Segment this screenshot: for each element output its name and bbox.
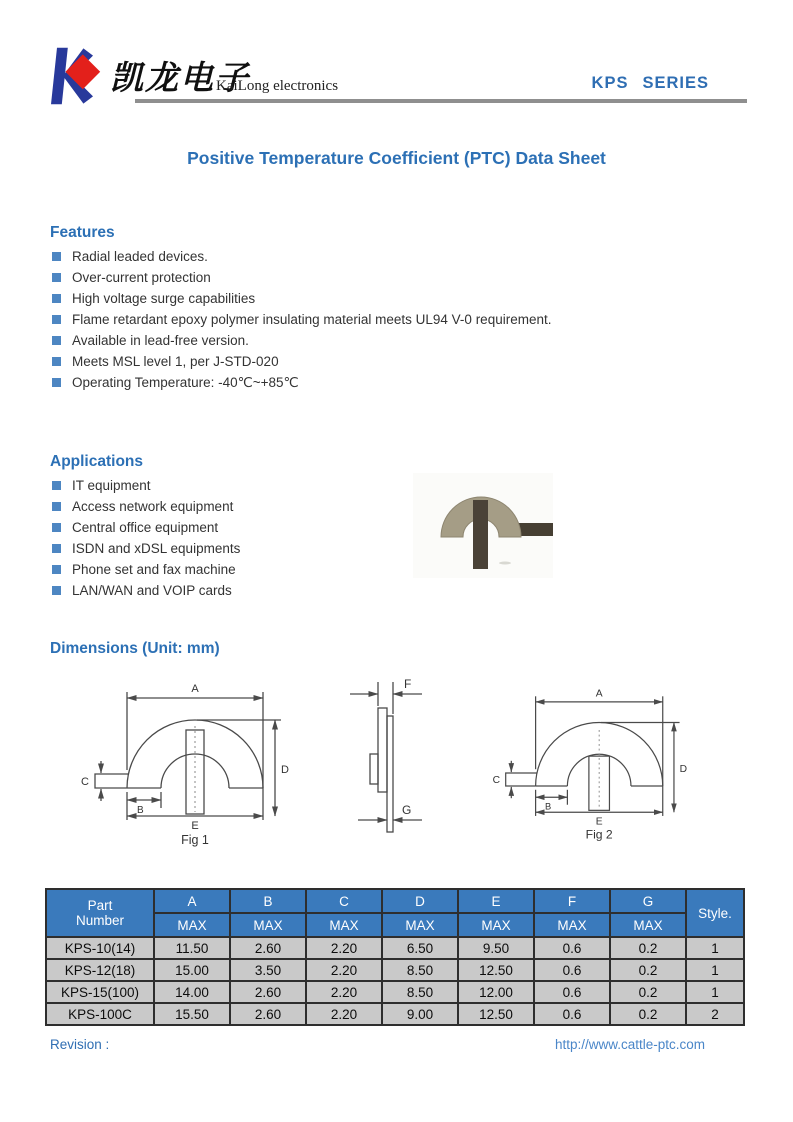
dim-value-cell: 6.50	[382, 937, 458, 959]
fig1-caption: Fig 1	[181, 833, 209, 847]
dim-value-cell: 15.50	[154, 1003, 230, 1025]
max-subheader: MAX	[154, 913, 230, 937]
side-view-drawing	[332, 668, 447, 848]
feature-item-label: Meets MSL level 1, per J-STD-020	[72, 354, 279, 369]
feature-item-label: Radial leaded devices.	[72, 249, 208, 264]
kailong-logo-icon	[44, 46, 106, 106]
dim-value-cell: 2.20	[306, 959, 382, 981]
col-header-part-number	[46, 889, 154, 937]
feature-item-label: Over-current protection	[72, 270, 211, 285]
dim-value-cell: 9.50	[458, 937, 534, 959]
dim-value-cell: 8.50	[382, 959, 458, 981]
dim-value-cell: 14.00	[154, 981, 230, 1003]
product-photo	[413, 473, 553, 578]
dim-label-g: G	[402, 803, 412, 817]
dim-value-cell: 0.2	[610, 981, 686, 1003]
applications-list	[52, 475, 240, 601]
dim-label-a: A	[191, 683, 199, 695]
bullet-square-icon	[52, 336, 61, 345]
feature-item	[52, 267, 551, 288]
table-row	[46, 981, 744, 1003]
fig1-drawing	[75, 668, 305, 848]
dim-value-cell: 2.60	[230, 981, 306, 1003]
dim-value-cell: 0.6	[534, 959, 610, 981]
page-title: Positive Temperature Coefficient (PTC) Data Sheet	[187, 148, 606, 168]
application-item	[52, 559, 240, 580]
application-item-label: IT equipment	[72, 478, 151, 493]
part-number-cell: KPS-15(100)	[46, 981, 154, 1003]
dim-value-cell: 0.2	[610, 959, 686, 981]
bullet-square-icon	[52, 544, 61, 553]
dim-label-d: D	[679, 764, 687, 776]
dim-value-cell: 0.2	[610, 937, 686, 959]
max-subheader: MAX	[306, 913, 382, 937]
bullet-square-icon	[52, 523, 61, 532]
application-item-label: Access network equipment	[72, 499, 234, 514]
dim-value-cell: 0.2	[610, 1003, 686, 1025]
dim-label-e: E	[191, 820, 199, 832]
dim-label-f: F	[404, 677, 412, 691]
website-link[interactable]: http://www.cattle-ptc.com	[554, 1037, 705, 1052]
part-header-line1: Part	[87, 898, 113, 913]
features-heading: Features	[50, 224, 115, 241]
bullet-square-icon	[52, 357, 61, 366]
max-subheader: MAX	[458, 913, 534, 937]
application-item	[52, 475, 240, 496]
feature-item	[52, 246, 551, 267]
dim-value-cell: 2.20	[306, 981, 382, 1003]
applications-heading: Applications	[50, 453, 144, 470]
application-item-label: LAN/WAN and VOIP cards	[72, 583, 232, 598]
table-row	[46, 937, 744, 959]
feature-item-label: Operating Temperature: -40℃~+85℃	[72, 374, 299, 390]
style-cell: 1	[686, 959, 744, 981]
bullet-square-icon	[52, 586, 61, 595]
revision-label: Revision :	[50, 1037, 110, 1052]
dim-label-c: C	[492, 775, 501, 787]
feature-item	[52, 288, 551, 309]
dim-value-cell: 0.6	[534, 981, 610, 1003]
feature-item	[52, 372, 551, 393]
col-header-style: Style.	[686, 889, 744, 937]
application-item	[52, 580, 240, 601]
col-header-d: D	[382, 889, 458, 913]
dim-value-cell: 0.6	[534, 1003, 610, 1025]
dim-value-cell: 12.00	[458, 981, 534, 1003]
dim-value-cell: 2.60	[230, 937, 306, 959]
feature-item	[52, 309, 551, 330]
dim-value-cell: 9.00	[382, 1003, 458, 1025]
dim-value-cell: 11.50	[154, 937, 230, 959]
dim-value-cell: 0.6	[534, 937, 610, 959]
part-number-cell: KPS-12(18)	[46, 959, 154, 981]
style-cell: 1	[686, 937, 744, 959]
application-item-label: Phone set and fax machine	[72, 562, 236, 577]
part-header-line2: Number	[75, 913, 124, 928]
dim-label-b: B	[544, 801, 552, 812]
dimensions-table	[45, 888, 745, 1026]
company-name-chinese: 凯龙电子	[110, 58, 250, 97]
company-name-english: KaiLong electronics	[216, 78, 339, 94]
dimensions-heading: Dimensions (Unit: mm)	[50, 640, 220, 657]
feature-item-label: Available in lead-free version.	[72, 333, 249, 348]
dim-value-cell: 3.50	[230, 959, 306, 981]
bullet-square-icon	[52, 502, 61, 511]
dim-label-e: E	[595, 816, 603, 828]
series-label-series: SERIES	[642, 74, 709, 92]
style-cell: 2	[686, 1003, 744, 1025]
feature-item-label: High voltage surge capabilities	[72, 291, 256, 306]
bullet-square-icon	[52, 252, 61, 261]
bullet-square-icon	[52, 481, 61, 490]
style-cell: 1	[686, 981, 744, 1003]
feature-item-label: Flame retardant epoxy polymer insulating material meets UL94 V-0 requirement.	[72, 312, 552, 327]
application-item	[52, 538, 240, 559]
col-header-g: G	[610, 889, 686, 913]
series-label-kps: KPS	[591, 74, 629, 92]
table-row	[46, 1003, 744, 1025]
bullet-square-icon	[52, 294, 61, 303]
fig2-caption: Fig 2	[585, 827, 613, 842]
feature-item	[52, 330, 551, 351]
bullet-square-icon	[52, 565, 61, 574]
part-number-cell: KPS-10(14)	[46, 937, 154, 959]
col-header-b: B	[230, 889, 306, 913]
dim-value-cell: 8.50	[382, 981, 458, 1003]
col-header-c: C	[306, 889, 382, 913]
bullet-square-icon	[52, 315, 61, 324]
application-item	[52, 496, 240, 517]
part-number-cell: KPS-100C	[46, 1003, 154, 1025]
feature-item	[52, 351, 551, 372]
col-header-a: A	[154, 889, 230, 913]
dim-label-b: B	[137, 805, 144, 816]
application-item-label: Central office equipment	[72, 520, 219, 535]
max-subheader: MAX	[610, 913, 686, 937]
table-row	[46, 959, 744, 981]
dim-value-cell: 2.60	[230, 1003, 306, 1025]
bullet-square-icon	[52, 378, 61, 387]
col-header-e: E	[458, 889, 534, 913]
col-header-f: F	[534, 889, 610, 913]
bullet-square-icon	[52, 273, 61, 282]
max-subheader: MAX	[382, 913, 458, 937]
dim-label-c: C	[81, 776, 89, 788]
dim-value-cell: 12.50	[458, 959, 534, 981]
max-subheader: MAX	[230, 913, 306, 937]
fig2-drawing	[487, 668, 702, 848]
dim-value-cell: 2.20	[306, 937, 382, 959]
series-label	[592, 74, 709, 93]
table-header-row-1	[46, 889, 744, 913]
dim-label-a: A	[595, 688, 603, 700]
application-item-label: ISDN and xDSL equipments	[72, 541, 241, 556]
header-divider	[135, 99, 747, 103]
max-subheader: MAX	[534, 913, 610, 937]
features-list	[52, 246, 551, 393]
dim-value-cell: 12.50	[458, 1003, 534, 1025]
dim-label-d: D	[281, 764, 289, 776]
dim-value-cell: 15.00	[154, 959, 230, 981]
dim-value-cell: 2.20	[306, 1003, 382, 1025]
application-item	[52, 517, 240, 538]
